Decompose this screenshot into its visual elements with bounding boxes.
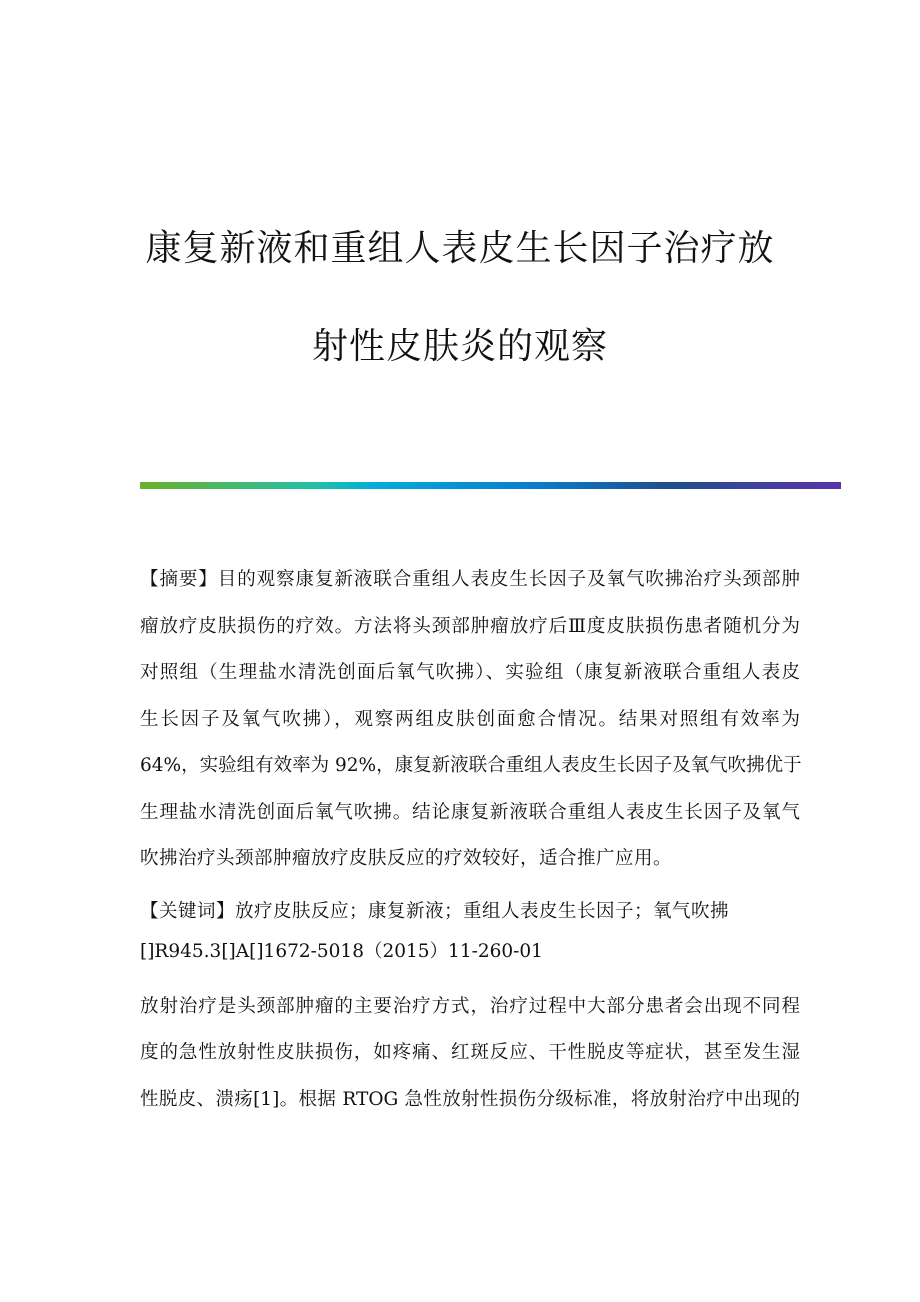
abstract-line: 64%，实验组有效率为 92%，康复新液联合重组人表皮生长因子及氧气吹拂优于 (140, 755, 802, 776)
body-line: 性脱皮、溃疡[1]。根据 RTOG 急性放射性损伤分级标准，将放射治疗中出现的 (140, 1089, 800, 1110)
abstract-line: 对照组（生理盐水清洗创面后氧气吹拂）、实验组（康复新液联合重组人表皮 (140, 662, 800, 683)
document-title-line-2: 射性皮肤炎的观察 (311, 326, 608, 367)
body-line: 放射治疗是头颈部肿瘤的主要治疗方式，治疗过程中大部分患者会出现不同程 (140, 996, 800, 1017)
keywords: 【关键词】放疗皮肤反应；康复新液；重组人表皮生长因子；氧气吹拂 (140, 901, 730, 922)
abstract-line: 生理盐水清洗创面后氧气吹拂。结论康复新液联合重组人表皮生长因子及氧气 (140, 802, 800, 823)
abstract-line: 吹拂治疗头颈部肿瘤放疗皮肤反应的疗效较好，适合推广应用。 (140, 848, 673, 869)
classification-number: []R945.3[]A[]1672-5018（2015）11-260-01 (140, 941, 543, 962)
document-title-line-1: 康复新液和重组人表皮生长因子治疗放 (145, 228, 775, 269)
abstract-line: 瘤放疗皮肤损伤的疗效。方法将头颈部肿瘤放疗后Ⅲ度皮肤损伤患者随机分为 (140, 616, 800, 637)
abstract-line: 生长因子及氧气吹拂），观察两组皮肤创面愈合情况。结果对照组有效率为 (140, 709, 800, 730)
abstract-line: 【摘要】目的观察康复新液联合重组人表皮生长因子及氧气吹拂治疗头颈部肿 (140, 569, 800, 590)
gradient-divider (140, 482, 841, 489)
body-line: 度的急性放射性皮肤损伤，如疼痛、红斑反应、干性脱皮等症状，甚至发生湿 (140, 1042, 800, 1063)
